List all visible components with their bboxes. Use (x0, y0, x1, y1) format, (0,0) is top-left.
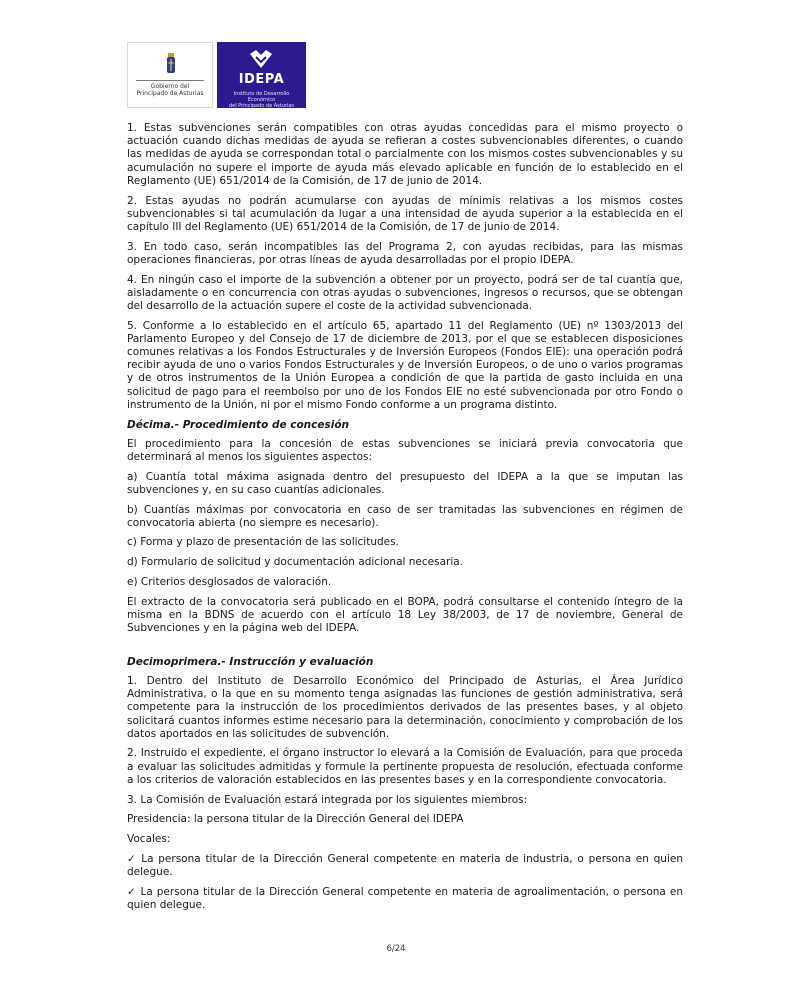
paragraph-instruccion-2: 2. Instruido el expediente, el órgano instructor lo elevará a la Comisión de Evaluación, para que proceda a evaluar las solicitudes admitidas y formule la pertinente propuesta de resolución, efectuada conforme a los criterios de valoración establecidos en las presentes bases y en la correspondiente convocatoria. (127, 747, 683, 786)
paragraph-extracto: El extracto de la convocatoria será publicado en el BOPA, podrá consultarse el contenido íntegro de la misma en la BDNS de acuerdo con el artículo 18 Ley 38/2003, de 17 de noviembre, General de Subvenciones y en la página web del IDEPA. (127, 595, 683, 634)
paragraph-compatibilidad-1: 1. Estas subvenciones serán compatibles con otras ayudas concedidas para el mismo proyecto o actuación cuando dichas medidas de ayuda se refieran a costes subvencionables diferentes, o cuando las medidas de ayuda se correspondan total o parcialmente con los mismos costes subvencionables y su acumulación no supere el importe de ayuda más elevado aplicable en función de lo establecido en el Reglamento (UE) 651/2014 de la Comisión, de 17 de junio de 2014. (127, 122, 683, 187)
list-item-b: b) Cuantías máximas por convocatoria en caso de ser tramitadas las subvenciones en régimen de convocatoria abierta (no siempre es necesario). (127, 503, 683, 529)
paragraph-compatibilidad-2: 2. Estas ayudas no podrán acumularse con ayudas de mínimis relativas a los mismos costes subvencionables si tal acumulación da lugar a una intensidad de ayuda superior a la establecida en el capítulo III del Reglamento (UE) 651/2014 de la Comisión, de 17 de junio de 2014. (127, 194, 683, 233)
logo-divider (136, 80, 204, 81)
idepa-name: IDEPA (238, 72, 285, 87)
paragraph-instruccion-3: 3. La Comisión de Evaluación estará integrada por los siguientes miembros: (127, 793, 528, 806)
paragraph-procedimiento-intro: El procedimiento para la concesión de estas subvenciones se iniciará previa convocatoria que determinará al menos los siguientes aspectos: (127, 437, 683, 463)
page-header (127, 42, 306, 108)
vocal-item-text: La persona titular de la Dirección General competente en materia de agroalimentación, o persona en quien delegue. (127, 885, 683, 911)
check-icon: ✓ (127, 852, 138, 865)
list-item-a: a) Cuantía total máxima asignada dentro del presupuesto del IDEPA a la que se imputan las subvenciones y, en su caso cuantías adicionales. (127, 470, 683, 496)
section-spacer (127, 642, 683, 656)
paragraph-compatibilidad-5: 5. Conforme a lo establecido en el artículo 65, apartado 11 del Reglamento (UE) nº 1303/2013 del Parlamento Europeo y del Consejo de 17 de diciembre de 2013, por el que se establecen disposiciones comunes relativas a los Fondos Estructurales y de Inversión Europeos (Fondos EIE): una operación podrá recibir ayuda de uno o varios Fondos Estructurales y de Inversión Europeos, o de uno o varios programas y de otros instrumentos de la Unión Europea a condición de que la partida de gasto incluida en una solicitud de pago para el reembolso por uno de los Fondos EIE no esté subvencionada por otro Fondo o instrumento de la Unión, ni por el mismo Fondo conforme a un programa distinto. (127, 319, 683, 411)
vocal-item-1 (127, 853, 683, 879)
gobierno-asturias-logo (127, 42, 213, 108)
list-item-d: d) Formulario de solicitud y documentación adicional necesaria. (127, 556, 464, 569)
idepa-subtitle: Instituto de Desarrollo Económico del Principado de Asturias (228, 91, 295, 109)
gobierno-text: Gobierno del Principado de Asturias (136, 83, 204, 97)
list-item-c: c) Forma y plazo de presentación de las solicitudes. (127, 536, 399, 549)
section-heading-decimoprimera: Decimoprimera.- Instrucción y evaluación (127, 655, 374, 668)
vocal-item-2 (127, 886, 683, 912)
document-body (127, 122, 683, 918)
paragraph-vocales: Vocales: (127, 832, 171, 845)
page-number: 6/24 (386, 944, 406, 954)
paragraph-compatibilidad-4: 4. En ningún caso el importe de la subvención a obtener por un proyecto, podrá ser de tal cuantía que, aisladamente o en concurrencia con otras ayudas o subvenciones, ingresos o recursos, que se obtengan del desarrollo de la actuación supere el coste de la actividad subvencionada. (127, 273, 683, 312)
vocal-item-text: La persona titular de la Dirección General competente en materia de industria, o persona en quien delegue. (127, 852, 683, 878)
paragraph-presidencia: Presidencia: la persona titular de la Dirección General del IDEPA (127, 813, 464, 826)
crest-icon (165, 53, 177, 75)
paragraph-instruccion-1: 1. Dentro del Instituto de Desarrollo Económico del Principado de Asturias, el Área Jurídico Administrativa, o la que en su momento tenga asignadas las funciones de gestión administrativa, será competente para la instrucción de los procedimientos derivados de las presentes bases, y al objeto solicitará cuantos informes estime necesario para la determinación, conocimiento y comprobación de los datos aportados en las solicitudes de subvención. (127, 674, 683, 740)
idepa-mark-icon (248, 48, 274, 70)
idepa-logo (217, 42, 306, 108)
section-heading-decima: Décima.- Procedimiento de concesión (127, 418, 350, 431)
list-item-e: e) Criterios desglosados de valoración. (127, 575, 332, 588)
check-icon: ✓ (127, 885, 137, 898)
paragraph-compatibilidad-3: 3. En todo caso, serán incompatibles las del Programa 2, con ayudas recibidas, para las mismas operaciones financieras, por otras líneas de ayuda desarrolladas por el propio IDEPA. (127, 240, 683, 266)
